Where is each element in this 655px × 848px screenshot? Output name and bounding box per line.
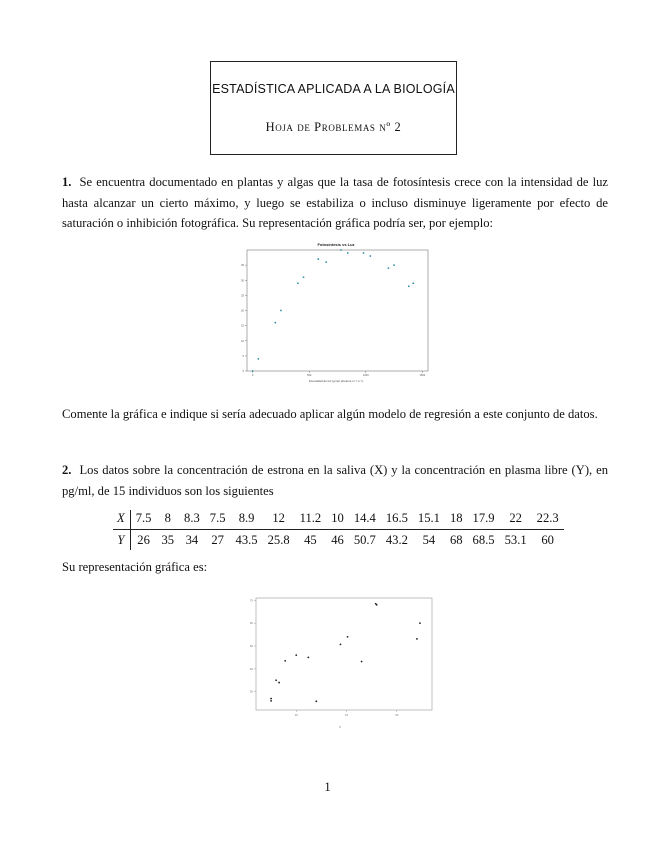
table-cell: 34 bbox=[179, 530, 205, 551]
title-box bbox=[210, 61, 457, 155]
table-row-x bbox=[113, 510, 564, 530]
table-cell: 68.5 bbox=[468, 530, 500, 551]
chart2-point bbox=[416, 638, 418, 640]
chart2-ytick-label: 30 bbox=[249, 689, 253, 694]
chart1-point bbox=[412, 282, 414, 284]
chart1-point bbox=[317, 258, 319, 260]
chart1-point bbox=[325, 261, 327, 263]
chart2-point bbox=[340, 644, 342, 646]
chart2-point bbox=[295, 654, 297, 656]
chart2-point bbox=[307, 657, 309, 659]
photosynthesis-chart bbox=[236, 240, 436, 385]
chart2-point bbox=[315, 700, 317, 702]
chart1-ytick-label: 5 bbox=[242, 354, 244, 358]
document-title: ESTADÍSTICA APLICADA A LA BIOLOGÍA bbox=[212, 82, 455, 96]
chart1-point bbox=[252, 370, 254, 372]
problem-1-question: Comente la gráfica e indique si sería adecuado aplicar algún modelo de regresión a este conjunto de datos. bbox=[62, 407, 598, 421]
problem-2-statement bbox=[62, 460, 608, 501]
chart1-ytick-label: 20 bbox=[241, 309, 244, 313]
table-cell: 18 bbox=[449, 511, 463, 525]
chart1-point bbox=[303, 276, 305, 278]
chart1-point bbox=[363, 252, 365, 254]
table-cell: 25.8 bbox=[263, 530, 295, 551]
table-cell: 50.7 bbox=[349, 530, 381, 551]
table-cell: 54 bbox=[413, 530, 445, 551]
chart1-point bbox=[297, 282, 299, 284]
chart1-ytick-label: 0 bbox=[242, 370, 244, 373]
chart2-xtick-label: 20 bbox=[395, 713, 399, 717]
table-cell: 60 bbox=[532, 530, 564, 551]
chart1-point bbox=[347, 252, 349, 254]
table-cell: 43.2 bbox=[381, 530, 413, 551]
table-cell: 10 bbox=[331, 511, 344, 525]
chart1-xlabel: Intensidad de luz (µmol photons m⁻² s⁻¹) bbox=[308, 379, 364, 383]
chart2-xtick-label: 15 bbox=[344, 713, 349, 717]
table-cell: 14.4 bbox=[353, 511, 376, 525]
chart2-point bbox=[361, 661, 363, 663]
chart2-point bbox=[375, 603, 377, 605]
table-cell: 7.5 bbox=[135, 511, 152, 525]
chart1-point bbox=[340, 249, 342, 251]
chart2-plot-frame bbox=[256, 598, 432, 710]
chart1-ytick-label: 35 bbox=[241, 264, 244, 268]
chart2-point bbox=[284, 660, 286, 662]
chart2-ytick-label: 70 bbox=[249, 598, 253, 603]
table-row-x-label: X bbox=[113, 510, 130, 530]
table-cell: 26 bbox=[130, 530, 156, 551]
chart1-xtick-label: 0 bbox=[251, 374, 254, 377]
table-cell: 45 bbox=[295, 530, 327, 551]
chart1-xtick-label: 1000 bbox=[362, 374, 369, 377]
table-cell: 68 bbox=[445, 530, 468, 551]
table-cell: 43.5 bbox=[231, 530, 263, 551]
problem-2-number: 2. bbox=[62, 463, 72, 477]
table-cell: 8.9 bbox=[238, 511, 255, 525]
table-cell: 7.5 bbox=[209, 511, 226, 525]
chart1-xtick-label: 1500 bbox=[419, 374, 426, 377]
table-cell: 53.1 bbox=[500, 530, 532, 551]
table-cell: 12 bbox=[272, 511, 285, 525]
table-cell: 16.5 bbox=[385, 511, 408, 525]
chart1-point bbox=[274, 322, 276, 324]
chart1-ytick-label: 25 bbox=[241, 294, 244, 298]
table-cell: 35 bbox=[156, 530, 179, 551]
chart2-point bbox=[270, 700, 272, 702]
problem-1-statement bbox=[62, 172, 608, 234]
chart1-title: Fotosíntesis vs Luz bbox=[317, 242, 355, 247]
document-subtitle: Hoja de Problemas nº 2 bbox=[265, 120, 402, 134]
chart2-ytick-label: 50 bbox=[249, 644, 253, 648]
problem-2-text: Los datos sobre la concentración de estrona en la saliva (X) y la concentración en plasma libre (Y), en pg/ml, de 15 individuos son los siguientes bbox=[62, 463, 608, 498]
table-cell: 17.9 bbox=[472, 511, 495, 525]
chart1-ytick-label: 10 bbox=[241, 339, 244, 343]
chart2-point bbox=[278, 682, 280, 684]
chart1-point bbox=[393, 264, 395, 266]
table-cell: 15.1 bbox=[417, 511, 440, 525]
chart2-point bbox=[347, 636, 349, 638]
chart2-point bbox=[275, 679, 277, 681]
table-row-y bbox=[113, 530, 564, 551]
chart1-xtick-label: 500 bbox=[307, 374, 312, 377]
chart2-point bbox=[419, 622, 421, 624]
problem-1-number: 1. bbox=[62, 175, 72, 189]
chart1-point bbox=[369, 255, 371, 257]
chart1-plot-frame bbox=[247, 250, 428, 371]
chart2-xtick-label: 10 bbox=[294, 713, 298, 717]
table-cell: 22.3 bbox=[536, 511, 559, 525]
table-cell: 22 bbox=[509, 511, 522, 525]
problem-1-text: Se encuentra documentado en plantas y algas que la tasa de fotosíntesis crece con la intensidad de luz hasta alcanzar un cierto máximo, y luego se estabiliza o incluso disminuye ligeramente por efecto de saturación o inhibición fotográfica. Su representación gráfica podría ser, por ejemplo: bbox=[62, 175, 608, 230]
table-row-y-label: Y bbox=[113, 530, 130, 551]
chart2-ytick-label: 60 bbox=[249, 621, 253, 626]
chart1-point bbox=[257, 358, 259, 360]
table-cell: 8 bbox=[164, 511, 171, 525]
chart1-point bbox=[280, 310, 282, 312]
data-table bbox=[113, 510, 564, 550]
estrona-scatter-chart bbox=[236, 592, 436, 732]
chart1-point bbox=[408, 285, 410, 287]
chart2-ytick-label: 40 bbox=[249, 666, 253, 671]
chart1-ytick-label: 15 bbox=[241, 324, 244, 328]
table-cell: 46 bbox=[326, 530, 349, 551]
chart2-xlabel: x bbox=[339, 724, 341, 729]
chart1-ytick-label: 30 bbox=[241, 279, 244, 283]
page-number: 1 bbox=[324, 780, 331, 794]
chart2-point bbox=[270, 698, 272, 700]
problem-2-plot-intro: Su representación gráfica es: bbox=[62, 560, 208, 574]
chart1-point bbox=[388, 267, 390, 269]
table-cell: 27 bbox=[205, 530, 231, 551]
table-cell: 11.2 bbox=[299, 511, 322, 525]
table-cell: 8.3 bbox=[184, 511, 200, 525]
